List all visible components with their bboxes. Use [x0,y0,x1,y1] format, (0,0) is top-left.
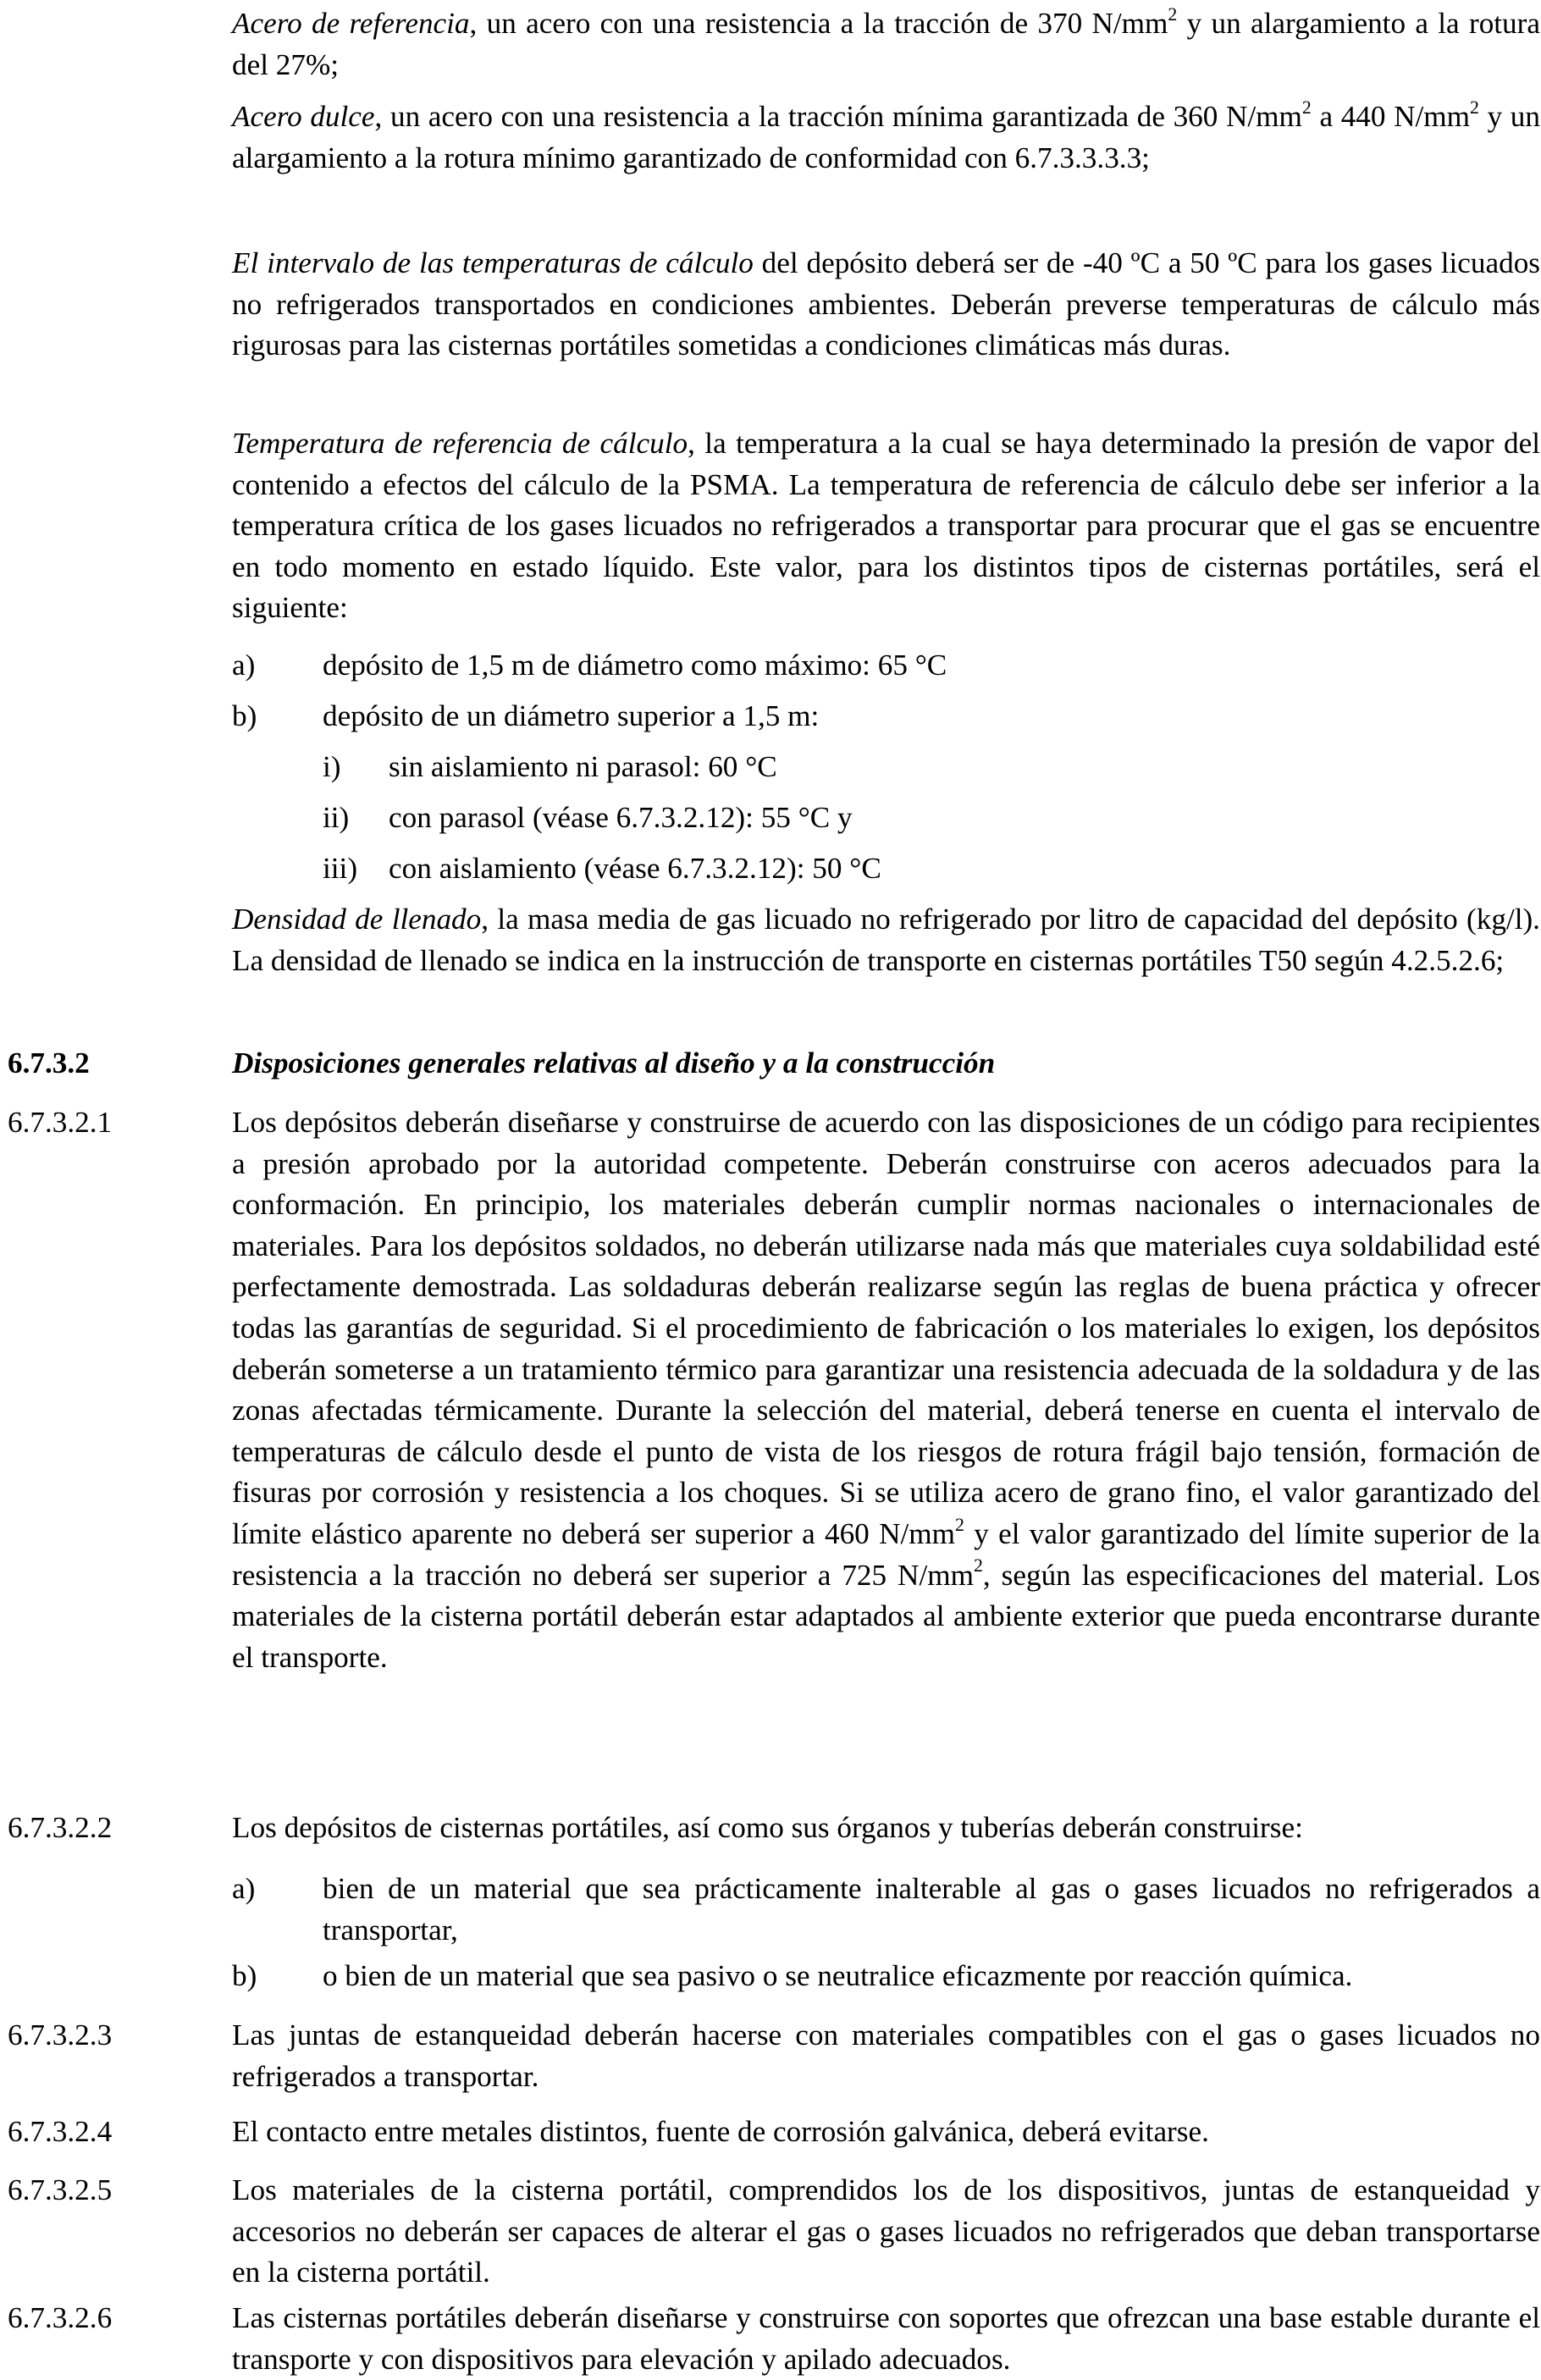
definition-text: y un alargamiento a la rotura mínimo garantizado de conformidad con 6.7.3.3.3.3; [232,100,1540,174]
term: El intervalo de las temperaturas de cálculo [232,246,754,279]
paragraph-text: El contacto entre metales distintos, fuente de corrosión galvánica, deberá evitarse. [232,2115,1209,2148]
paragraph-text-part: y el valor garantizado del límite superior de la resistencia a la tracción no deberá ser superior a 725 N/mm [232,1516,1540,1592]
paragraph-number: 6.7.3.2.1 [8,1106,113,1139]
definition-text: , un acero con una resistencia a la tracción de 370 N/mm [469,7,1168,40]
list-label: b) [232,699,257,732]
list-text: con aislamiento (véase 6.7.3.2.12): 50 °C [389,852,881,885]
list-text: con parasol (véase 6.7.3.2.12): 55 °C y [389,801,853,834]
paragraph-number: 6.7.3.2.5 [8,2173,113,2206]
list-text: depósito de 1,5 m de diámetro como máximo: 65 °C [323,649,947,682]
definition-text: , la temperatura a la cual se haya determinado la presión de vapor del contenido a efectos del cálculo de la PSMA. La temperatura de referencia de cálculo debe ser inferior a la temperatura crítica de los gases licuados no refrigerados a transportar para procurar que el gas se encuentre en todo momento en estado líquido. Este valor, para los distintos tipos de cisternas portátiles, será el siguiente: [232,427,1540,625]
list-label: a) [232,649,256,682]
definition-text: del depósito deberá ser de -40 ºC a 50 ºC para los gases licuados no refrigerados transportados en condiciones ambientes. Deberán preverse temperaturas de cálculo más rigurosas para las cisternas portátiles sometidas a condiciones climáticas más duras. [232,246,1540,362]
definition-intervalo-temperaturas [232,243,1540,367]
paragraph-text: Los depósitos de cisternas portátiles, así como sus órganos y tuberías deberán construirse: [232,1811,1303,1844]
section-number: 6.7.3.2 [8,1046,90,1080]
term: Temperatura de referencia de cálculo [232,427,688,460]
list-text: bien de un material que sea prácticamente inalterable al gas o gases licuados no refrigerados a transportar, [323,1872,1540,1947]
superscript: 2 [955,1514,964,1535]
list-text: sin aislamiento ni parasol: 60 °C [389,750,777,783]
definition-acero-referencia [232,3,1540,86]
section-title: Disposiciones generales relativas al diseño y a la construcción [232,1046,996,1080]
definition-densidad-llenado [232,899,1540,981]
term: Acero de referencia [232,7,470,40]
superscript: 2 [1301,97,1312,118]
definition-acero-dulce [232,97,1540,179]
definition-temperatura-referencia [232,423,1540,629]
list-text: depósito de un diámetro superior a 1,5 m: [323,699,820,732]
paragraph-text: Las juntas de estanqueidad deberán hacerse con materiales compatibles con el gas o gases licuados no refrigerados a transportar. [232,2018,1540,2093]
paragraph-text: Los materiales de la cisterna portátil, comprendidos los de los dispositivos, juntas de estanqueidad y accesorios no deberán ser capaces de alterar el gas o gases licuados no refrigerados que deban transportarse en la cisterna portátil. [232,2173,1540,2289]
paragraph-text: Las cisternas portátiles deberán diseñarse y construirse con soportes que ofrezcan una base estable durante el transporte y con dispositivos para elevación y apilado adecuados. [232,2301,1540,2376]
list-label: iii) [323,852,358,885]
superscript: 2 [1470,97,1479,118]
list-label: a) [232,1872,256,1905]
paragraph-number: 6.7.3.2.4 [8,2115,113,2148]
paragraph-text-part: , según las especificaciones del material. Los materiales de la cisterna portátil deberán estar adaptados al ambiente exterior que pueda encontrarse durante el transporte. [232,1558,1540,1674]
definition-text: , un acero con una resistencia a la tracción mínima garantizada de 360 N/mm [374,100,1302,133]
definition-text: a 440 N/mm [1311,100,1471,133]
superscript: 2 [1168,3,1178,25]
paragraph-text [232,1102,1540,1678]
list-label: b) [232,1959,257,1992]
paragraph-number: 6.7.3.2.6 [8,2301,113,2334]
list-text: o bien de un material que sea pasivo o se neutralice eficazmente por reacción química. [323,1959,1353,1992]
paragraph-number: 6.7.3.2.3 [8,2018,113,2051]
paragraph-text-part: Los depósitos deberán diseñarse y construirse de acuerdo con las disposiciones de un código para recipientes a presión aprobado por la autoridad competente. Deberán construirse con aceros adecuados para la conformación. En principio, los materiales deberán cumplir normas nacionales o internacionales de materiales. Para los depósitos soldados, no deberán utilizarse nada más que materiales cuya soldabilidad esté perfectamente demostrada. Las soldaduras deberán realizarse según las reglas de buena práctica y ofrecer todas las garantías de seguridad. Si el procedimiento de fabricación o los materiales lo exigen, los depósitos deberán someterse a un tratamiento térmico para garantizar una resistencia adecuada de la soldadura y de las zonas afectadas térmicamente. Durante la selección del material, deberá tenerse en cuenta el intervalo de temperaturas de cálculo desde el punto de vista de los riesgos de rotura frágil bajo tensión, formación de fisuras por corrosión y resistencia a los choques. Si se utiliza acero de grano fino, el valor garantizado del límite elástico aparente no deberá ser superior a 460 N/mm [232,1106,1540,1550]
term: Acero dulce [232,100,375,133]
definition-text: y un alargamiento a la rotura del 27%; [232,7,1540,81]
list-label: ii) [323,801,350,834]
definition-text: , la masa media de gas licuado no refrigerado por litro de capacidad del depósito (kg/l). La densidad de llenado se indica en la instrucción de transporte en cisternas portátiles T50 según 4.2.5.2.6; [232,903,1540,977]
paragraph-number: 6.7.3.2.2 [8,1811,113,1844]
list-label: i) [323,750,341,783]
superscript: 2 [974,1555,983,1577]
term: Densidad de llenado [232,903,482,936]
